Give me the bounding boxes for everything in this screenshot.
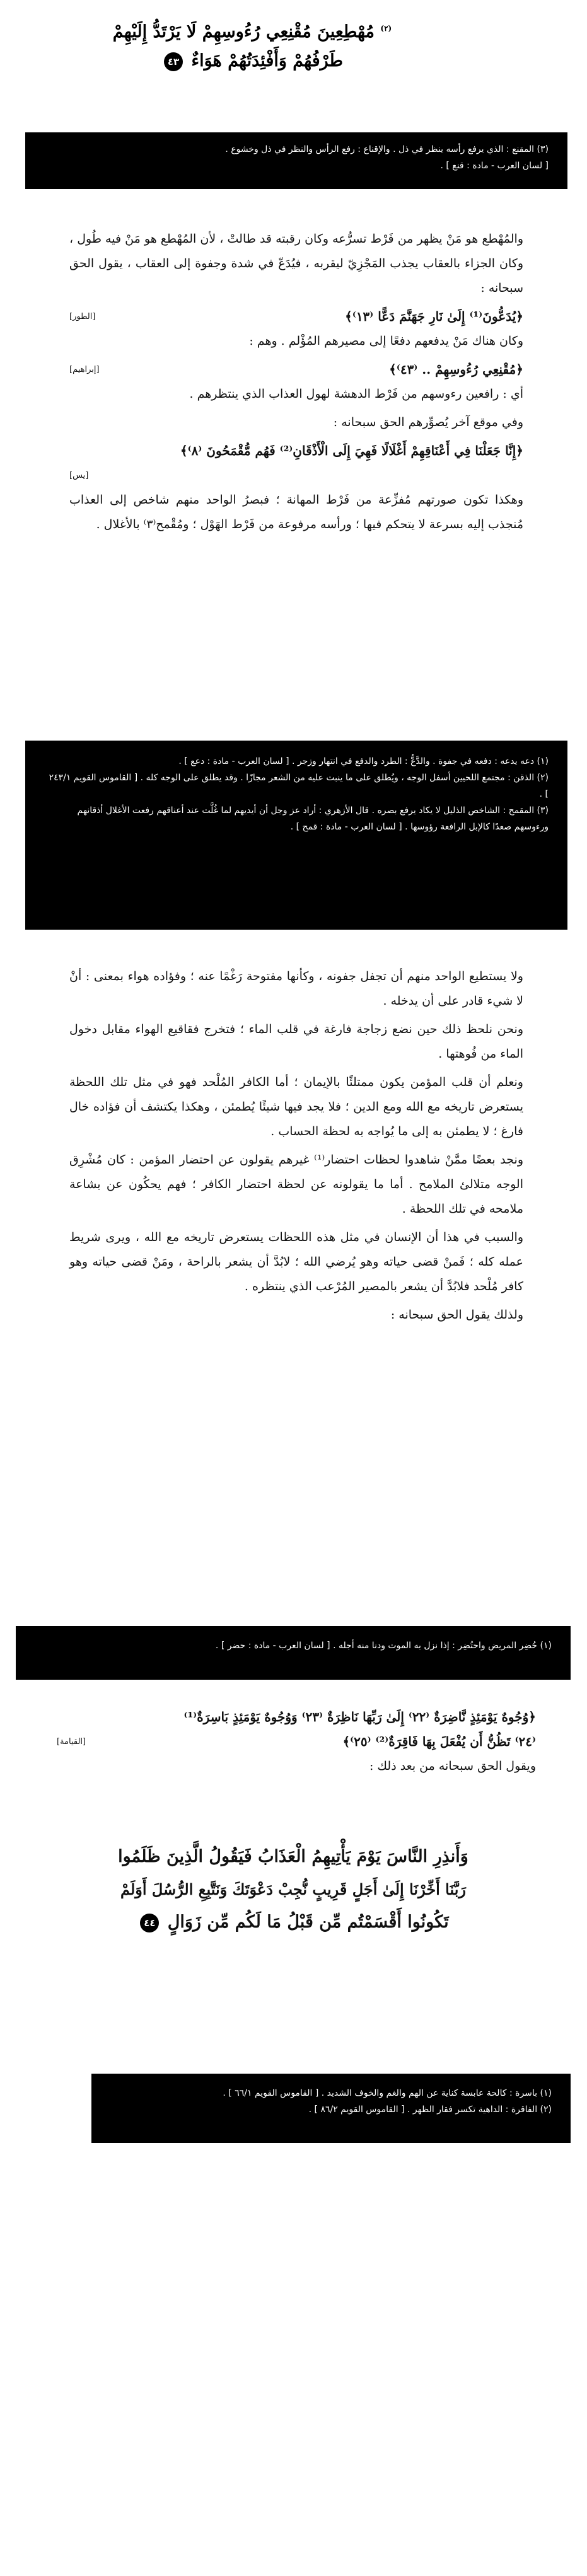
- top-verse-banner: [44, 14, 460, 90]
- quran-verse: ﴿وُجُوهٌ يَوْمَئِذٍ نَّاضِرَةٌ ⁽٢٢⁾ إِلَىٰ رَبِّهَا نَاظِرَةٌ ⁽٢٣⁾ وَوُجُوهٌ يَوْمَئِذٍ بَاسِرَةٌ⁽¹⁾: [183, 1709, 536, 1724]
- bottom-verse-line-3: تَكُونُوا أَقْسَمْتُم مِّن قَبْلُ مَا لَكُم مِّن زَوَالٍ ٤٤: [44, 1906, 542, 1939]
- footnote-2: (٢) الذقن : مجتمع اللحيين أسفل الوجه ، ويُطلق على ما ينبت عليه من الشعر مجازًا . وقد يطلق على الوجه كله . [ القاموس القويم ٢٤٣/١ ] .: [49, 773, 549, 799]
- paragraph: ونجد بعضًا ممَّنْ شاهدوا لحظات احتضار⁽¹⁾ غيرهم يقولون عن احتضار المؤمن : كان مُشْرِق الوجه متلالئ الملامح . أما ما يقولونه عن لحظة احتضار الكافر ؛ فهم يحكُون عن بشاعة ملامحه في تلك اللحظة .: [69, 1153, 523, 1216]
- paragraph: والمُهْطع هو مَنْ يظهر من فَرْط تسرُّعه وكان رقبته قد طالتْ ، لأن المُهْطع هو مَنْ فيه طُول ، وكان الجزاء بالعقاب يجذب المَجْزِيّ ليقربه ، فيُدَعّ في شدة وجفوة إلى العقاب ، يقول الحق سبحانه :: [69, 232, 523, 295]
- verse-source: [الطور]: [69, 312, 96, 321]
- verse-number-badge: ٤٤: [140, 1914, 159, 1932]
- verse-source: [يس]: [69, 471, 89, 480]
- footnotes-mid: [25, 741, 567, 930]
- top-verse-line-1: $^{(٢)}$ مُهْطِعِينَ مُقْنِعِي رُءُوسِهِمْ لَا يَرْتَدُّ إِلَيْهِمْ: [112, 22, 392, 42]
- bottom-verse-line-1: وَأَنذِرِ النَّاسَ يَوْمَ يَأْتِيهِمُ الْعَذَابُ فَيَقُولُ الَّذِينَ ظَلَمُوا: [118, 1847, 468, 1866]
- quran-verse: ﴿يُدَعُّونَ⁽¹⁾ إِلَىٰ نَارِ جَهَنَّمَ دَعًّا ⁽١٣⁾﴾: [345, 309, 523, 324]
- quran-verse: ﴿مُقْنِعِي رُءُوسِهِمْ .. ⁽٤٣⁾﴾: [389, 362, 523, 377]
- paragraph: أي : رافعين رءوسهم من فَرْط الدهشة لهول العذاب الذي ينتظرهم .: [189, 387, 523, 401]
- paragraph: ويقول الحق سبحانه من بعد ذلك :: [369, 1759, 536, 1773]
- section-3-body: [57, 1705, 536, 1782]
- verse-row: [69, 304, 523, 329]
- quran-verse: ⁽٢٤⁾ تَظُنُّ أَن يُفْعَلَ بِهَا فَاقِرَةٌ⁽²⁾ ⁽٢٥⁾﴾: [342, 1734, 536, 1749]
- footnote-1: (١) دعه يدعه : دفعه في جفوة . والدَّعُّ : الطرد والدفع في انتهار وزجر . [ لسان العرب - مادة : دعع ] .: [178, 756, 549, 766]
- verse-row: [57, 1730, 536, 1754]
- verse-row: [69, 439, 523, 488]
- top-verse-line-2: طَرْفُهُمْ وَأَفْئِدَتُهُمْ هَوَاءٌ ٤٣: [44, 47, 460, 76]
- paragraph: ولا يستطيع الواحد منهم أن تجفل جفونه ، وكأنها مفتوحة رَغْمًا عنه ؛ وفؤاده هواء بمعنى : أنْ لا شيء قادر على أن يدخله .: [69, 969, 523, 1008]
- footnote-strip: [16, 1626, 571, 1680]
- footnote-2: (٢) الفاقرة : الداهية تكسر فقار الظهر . [ القاموس القويم ٨٦/٢ ] .: [308, 2105, 552, 2115]
- paragraph: وفي موقع آخر يُصوِّرهم الحق سبحانه :: [333, 415, 523, 429]
- paragraph: وكان هناك مَنْ يدفعهم دفعًا إلى مصيرهم المُؤْلم . وهم :: [249, 334, 523, 348]
- footnotes-bottom: [91, 2074, 571, 2143]
- footnote-top-line-2: [ لسان العرب - مادة : قنع ] .: [440, 161, 549, 171]
- verse-source: [إبراهيم]: [69, 365, 100, 374]
- quran-verse: ﴿إِنَّا جَعَلْنَا فِي أَعْنَاقِهِمْ أَغْلَالًا فَهِيَ إِلَى الْأَذْقَانِ⁽²⁾ فَهُم مُّقْمَحُونَ ⁽٨⁾﴾: [180, 443, 523, 458]
- footnote-strip-line-1: (١) حُضِر المريض واحتُضِر : إذا نزل به الموت ودنا منه أجله . [ لسان العرب - مادة : حضر ] .: [215, 1641, 552, 1651]
- verse-source: [القيامة]: [57, 1737, 86, 1747]
- footnote-top-line-1: (٣) المقنع : الذي يرفع رأسه ينظر في ذل . والإقناع : رفع الرأس والنظر في ذل وخشوع .: [225, 144, 549, 154]
- paragraph: ونحن نلحظ ذلك حين نضع زجاجة فارغة في قلب الماء ؛ فتخرج فقاقيع الهواء مقابل دخول الماء من فُوهتها .: [69, 1022, 523, 1061]
- footnote-1: (١) باسرة : كالحة عابسة كناية عن الهم والغم والخوف الشديد . [ القاموس القويم ٦٦/١ ] .: [223, 2088, 552, 2098]
- verse-number-badge: ٤٣: [164, 52, 183, 71]
- bottom-verse-block: [44, 1840, 542, 1954]
- bottom-verse-line-2: رَبَّنَا أَخِّرْنَا إِلَىٰ أَجَلٍ قَرِيبٍ نُّجِبْ دَعْوَتَكَ وَنَتَّبِعِ الرُّسُلَ أَوَلَمْ: [120, 1880, 466, 1898]
- section-2-body: [69, 964, 523, 1331]
- footnote-3: (٣) المقمح : الشاخص الذليل لا يكاد يرفع بصره . قال الأزهري : أراد عز وجل أن أيديهم لما غُلَّت عند أعناقهم رفعت الأغلال أذقانهم ورءوسهم صعدًا كالإبل الرافعة رؤوسها . [ لسان العرب - مادة : قمح ] .: [77, 806, 549, 832]
- footnote-top: [25, 132, 567, 189]
- verse-row: [69, 357, 523, 382]
- top-verse-sup: (٢): [380, 24, 392, 33]
- paragraph: وهكذا تكون صورتهم مُفزِّعة من فَرْط المهانة ؛ فبصرُ الواحد منهم شاخص إلى العذاب مُنجذب إليه بسرعة لا يتحكم فيها ؛ ورأسه مرفوعة من فَرْط الهَوْل ؛ ومُقْمح⁽٣⁾ بالأغلال .: [69, 493, 523, 531]
- paragraph: والسبب في هذا أن الإنسان في مثل هذه اللحظات يستعرض تاريخه مع الله ، ويرى شريط عمله كله ؛ فَمنْ قضى حياته وهو يُرضي الله ؛ لابُدَّ أن يشعر بالراحة ، ومَنْ قضى حياته وهو كافر مُلْحد فلابُدَّ أن يشعر بالمصير المُرْعب الذي ينتظره .: [69, 1230, 523, 1293]
- paragraph: ونعلم أن قلب المؤمن يكون ممتلئًا بالإيمان ؛ أما الكافر المُلْحد فهو في مثل تلك اللحظة يستعرض تاريخه مع الله ومع الدين ؛ فلا يجد فيها شيئًا يُطمئن ، وهكذا يكتشف أن فؤاده خال فارغ ؛ لا يطمئن به إلى ما يُواجه به لحظة الحساب .: [69, 1075, 523, 1138]
- paragraph: ولذلك يقول الحق سبحانه :: [390, 1308, 523, 1322]
- section-1-body: [69, 227, 523, 541]
